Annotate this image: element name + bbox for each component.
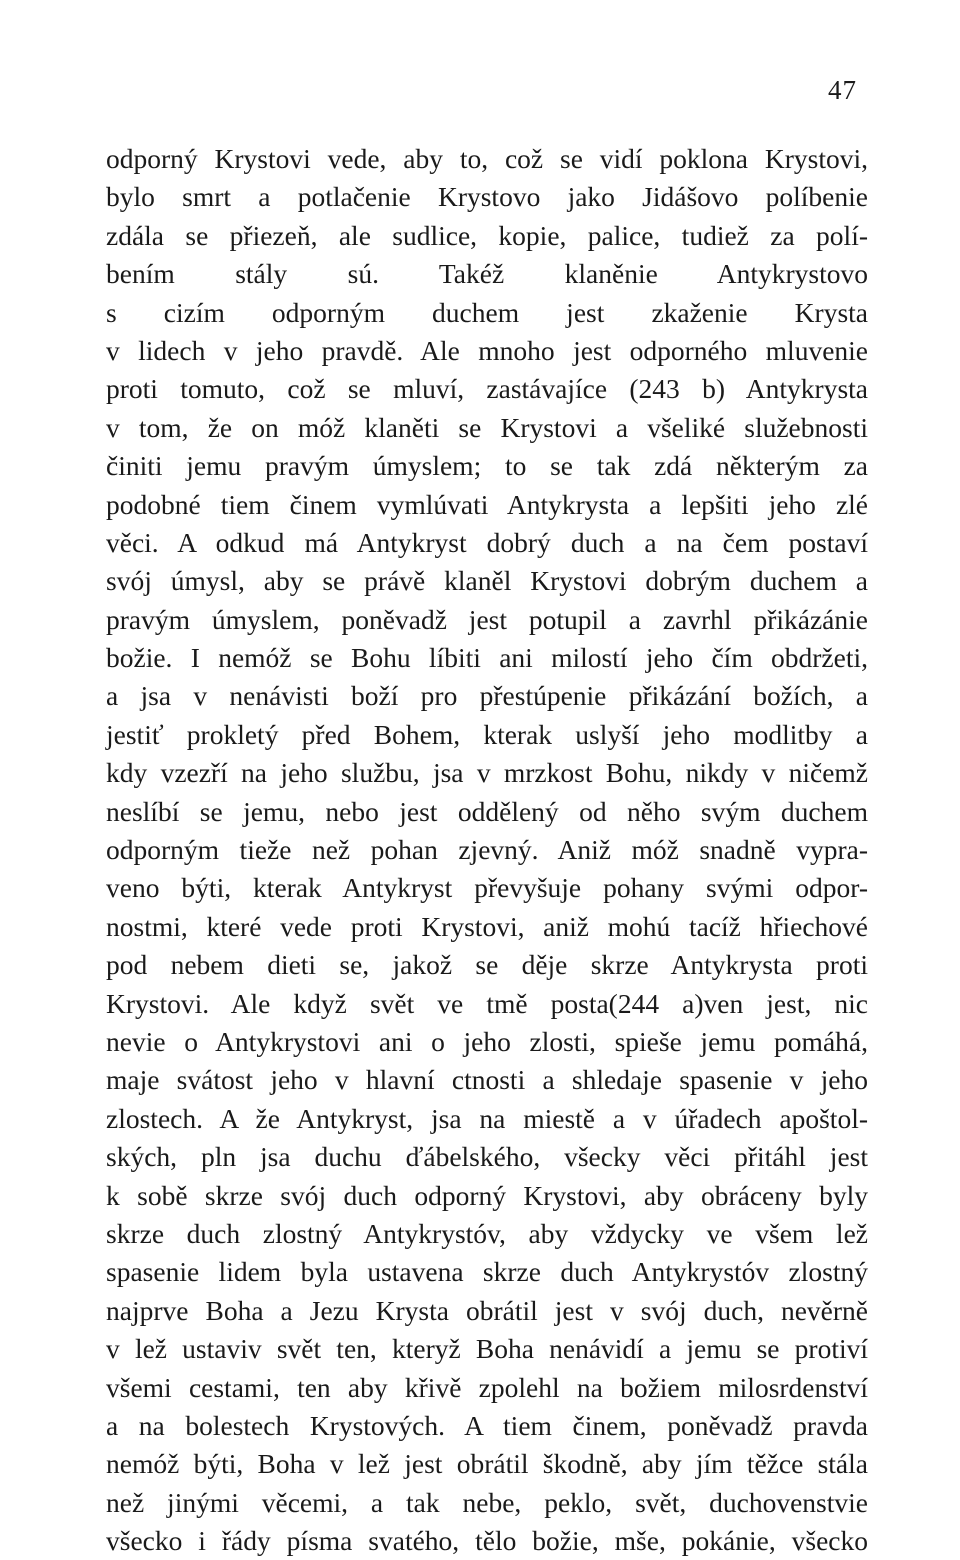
text-line: pod nebem dieti se, jakož se děje skrze Antykrysta proti (106, 949, 868, 981)
text-line: nemóž býti, Boha v lež jest obrátil škodně, aby jím těžce stála (106, 1448, 868, 1480)
text-line: zdála se přiezeň, ale sudlice, kopie, palice, tudiež za polí- (106, 219, 868, 251)
page-number: 47 (828, 75, 857, 105)
text-line: všemi cestami, ten aby křivě zpolehl na božiem milosrdenství (106, 1371, 868, 1403)
text-line: a na bolestech Krystových. A tiem činem, poněvadž pravda (106, 1409, 868, 1441)
body-text (106, 140, 868, 1560)
text-line: bením stály sú. Takéž klaněnie Antykrystovo (106, 258, 868, 290)
text-line: proti tomuto, což se mluví, zastávajíce (243 b) Antykrysta (106, 373, 868, 405)
text-line: odporný Krystovi vede, aby to, což se vidí poklona Krystovi, (106, 143, 868, 174)
text-line: neslíbí se jemu, nebo jest oddělený od něho svým duchem (106, 795, 868, 827)
text-line: ských, pln jsa duchu ďábelského, všecky věci přitáhl jest (106, 1141, 868, 1173)
text-line: pravým úmyslem, poněvadž jest potupil a zavrhl přikázánie (106, 603, 868, 635)
text-line: všecko i řády písma svatého, tělo božie, mše, pokánie, všecko (106, 1525, 868, 1557)
text-line: bylo smrt a potlačenie Krystovo jako Jidášovo políbenie (106, 181, 868, 213)
text-line: v tom, že on móž klaněti se Krystovi a všeliké služebnosti (106, 411, 868, 443)
text-line: božie. I nemóž se Bohu líbiti ani milostí jeho čím obdržeti, (106, 642, 868, 674)
text-line: jestiť prokletý před Bohem, kterak uslyší jeho modlitby a (106, 718, 868, 750)
text-line: věci. A odkud má Antykryst dobrý duch a na čem postaví (106, 526, 868, 558)
text-line: odporným tieže než pohan zjevný. Aniž móž snadně vypra- (106, 834, 868, 866)
text-line: veno býti, kterak Antykryst převyšuje pohany svými odpor- (106, 872, 868, 904)
text-line: zlostech. A že Antykryst, jsa na miestě a v úřadech apoštol- (106, 1102, 868, 1134)
text-line: podobné tiem činem vymlúvati Antykrysta a lepšiti jeho zlé (106, 488, 868, 520)
text-line: v lež ustaviv svět ten, kteryž Boha nenávidí a jemu se protiví (106, 1333, 868, 1365)
text-line: kdy vzezří na jeho službu, jsa v mrzkost Bohu, nikdy v ničemž (106, 757, 868, 789)
text-line: maje svátost jeho v hlavní ctnosti a shledaje spasenie v jeho (106, 1064, 868, 1096)
text-line: najprve Boha a Jezu Krysta obrátil jest v svój duch, nevěrně (106, 1294, 868, 1326)
text-line: svój úmysl, aby se právě klaněl Krystovi dobrým duchem a (106, 565, 868, 597)
text-line: činiti jemu pravým úmyslem; to se tak zdá některým za (106, 450, 868, 482)
text-line: nostmi, které vede proti Krystovi, aniž mohú tacíž hřiechové (106, 910, 868, 942)
text-line: s cizím odporným duchem jest zkaženie Krysta (106, 296, 868, 328)
text-line: než jinými věcemi, a tak nebe, peklo, svět, duchovenstvie (106, 1486, 868, 1518)
text-line: skrze duch zlostný Antykrystóv, aby vždycky ve všem lež (106, 1217, 868, 1249)
text-line: spasenie lidem byla ustavena skrze duch Antykrystóv zlostný (106, 1256, 868, 1288)
text-line: Krystovi. Ale když svět ve tmě posta(244 a)ven jest, nic (106, 987, 868, 1019)
text-line: v lidech v jeho pravdě. Ale mnoho jest odporného mluvenie (106, 334, 868, 366)
text-line: k sobě skrze svój duch odporný Krystovi, aby obráceny byly (106, 1179, 868, 1211)
text-line: a jsa v nenávisti boží pro přestúpenie přikázání božích, a (106, 680, 868, 712)
text-line: nevie o Antykrystovi ani o jeho zlosti, spieše jemu pomáhá, (106, 1025, 868, 1057)
